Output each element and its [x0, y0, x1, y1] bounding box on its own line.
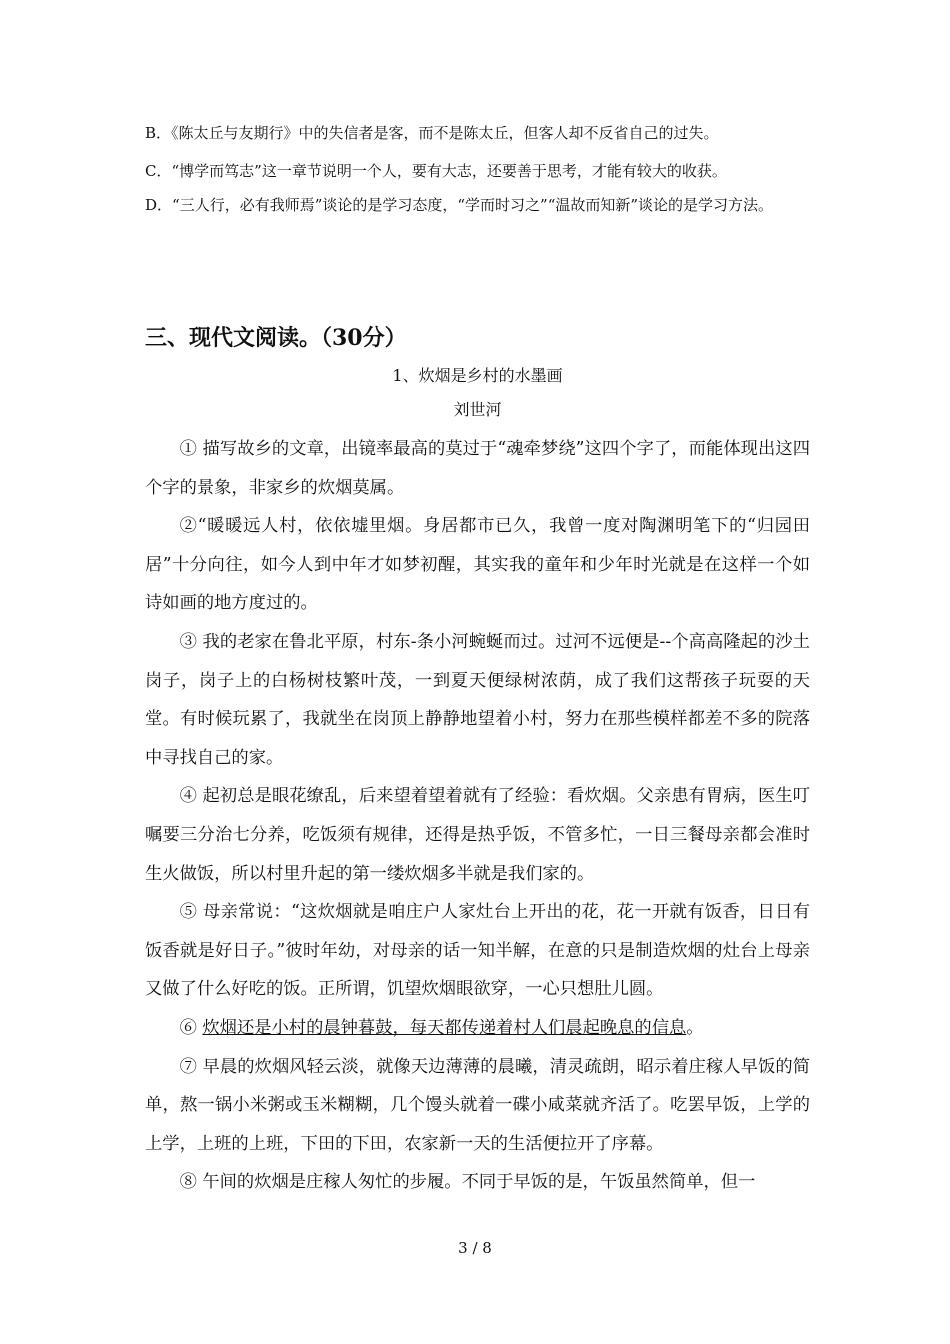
paragraph-8: ⑧ 午间的炊烟是庄稼人匆忙的步履。不同于早饭的是，午饭虽然简单，但一 [179, 1172, 756, 1193]
option-d: D．“三人行，必有我师焉”谈论的是学习态度，“学而时习之”“温故而知新”谈论的是学习方法。 [145, 196, 774, 214]
paragraph-6-end: 。 [686, 1017, 704, 1038]
paragraph-1: ① 描写故乡的文章，出镜率最高的莫过于“魂牵梦绕”这四个字了，而能体现出这四个字的景象，非家乡的炊烟莫属。 [145, 439, 810, 498]
paragraph-2: ②“暖暖远人村，依依墟里烟。身居都市已久，我曾一度对陶渊明笔下的“归园田居”十分向往，如今人到中年才如梦初醒，其实我的童年和少年时光就是在这样一个如诗如画的地方度过的。 [145, 516, 810, 614]
article-author: 刘世河 [453, 400, 502, 419]
article-title: 1、炊烟是乡村的水墨画 [392, 366, 563, 385]
page-number: 3 / 8 [458, 1239, 492, 1257]
paragraph-5: ⑤ 母亲常说：“这炊烟就是咱庄户人家灶台上开出的花，花一开就有饭香，日日有饭香就是好日子。”彼时年幼，对母亲的话一知半解，在意的只是制造炊烟的灶台上母亲又做了什么好吃的饭。正所谓，饥望炊烟眼欲穿，一心只想肚儿圆。 [145, 902, 810, 1000]
paragraph-6-number: ⑥ [179, 1017, 203, 1038]
section-title: 三、现代文阅读。（30分） [145, 325, 407, 351]
paragraph-6 [145, 1009, 810, 1048]
paragraph-4: ④ 起初总是眼花缭乱，后来望着望着就有了经验：看炊烟。父亲患有胃病，医生叮嘱要三分治七分养，吃饭须有规律，还得是热乎饭，不管多忙，一日三餐母亲都会准时生火做饭，所以村里升起的第一缕炊烟多半就是我们家的。 [145, 786, 810, 884]
article-body [145, 430, 810, 1202]
underlined-sentence: 炊烟还是小村的晨钟暮鼓，每天都传递着村人们晨起晚息的信息 [202, 1017, 687, 1038]
paragraph-7: ⑦ 早晨的炊烟风轻云淡，就像天边薄薄的晨曦，清灵疏朗，昭示着庄稼人早饭的简单，熬一锅小米粥或玉米糊糊，几个馒头就着一碟小咸菜就齐活了。吃罢早饭，上学的上学，上班的上班，下田的下田，农家新一天的生活便拉开了序幕。 [145, 1056, 810, 1154]
option-c: C．“博学而笃志”这一章节说明一个人，要有大志，还要善于思考，才能有较大的收获。 [145, 162, 727, 180]
option-b: B．《陈太丘与友期行》中的失信者是客，而不是陈太丘，但客人却不反省自己的过失。 [145, 124, 719, 142]
paragraph-3: ③ 我的老家在鲁北平原，村东-条小河蜿蜒而过。过河不远便是--个高高隆起的沙土岗子，岗子上的白杨树枝繁叶茂，一到夏天便绿树浓荫，成了我们这帮孩子玩耍的天堂。有时候玩累了，我就坐在岗顶上静静地望着小村，努力在那些模样都差不多的院落中寻找自己的家。 [145, 631, 810, 768]
